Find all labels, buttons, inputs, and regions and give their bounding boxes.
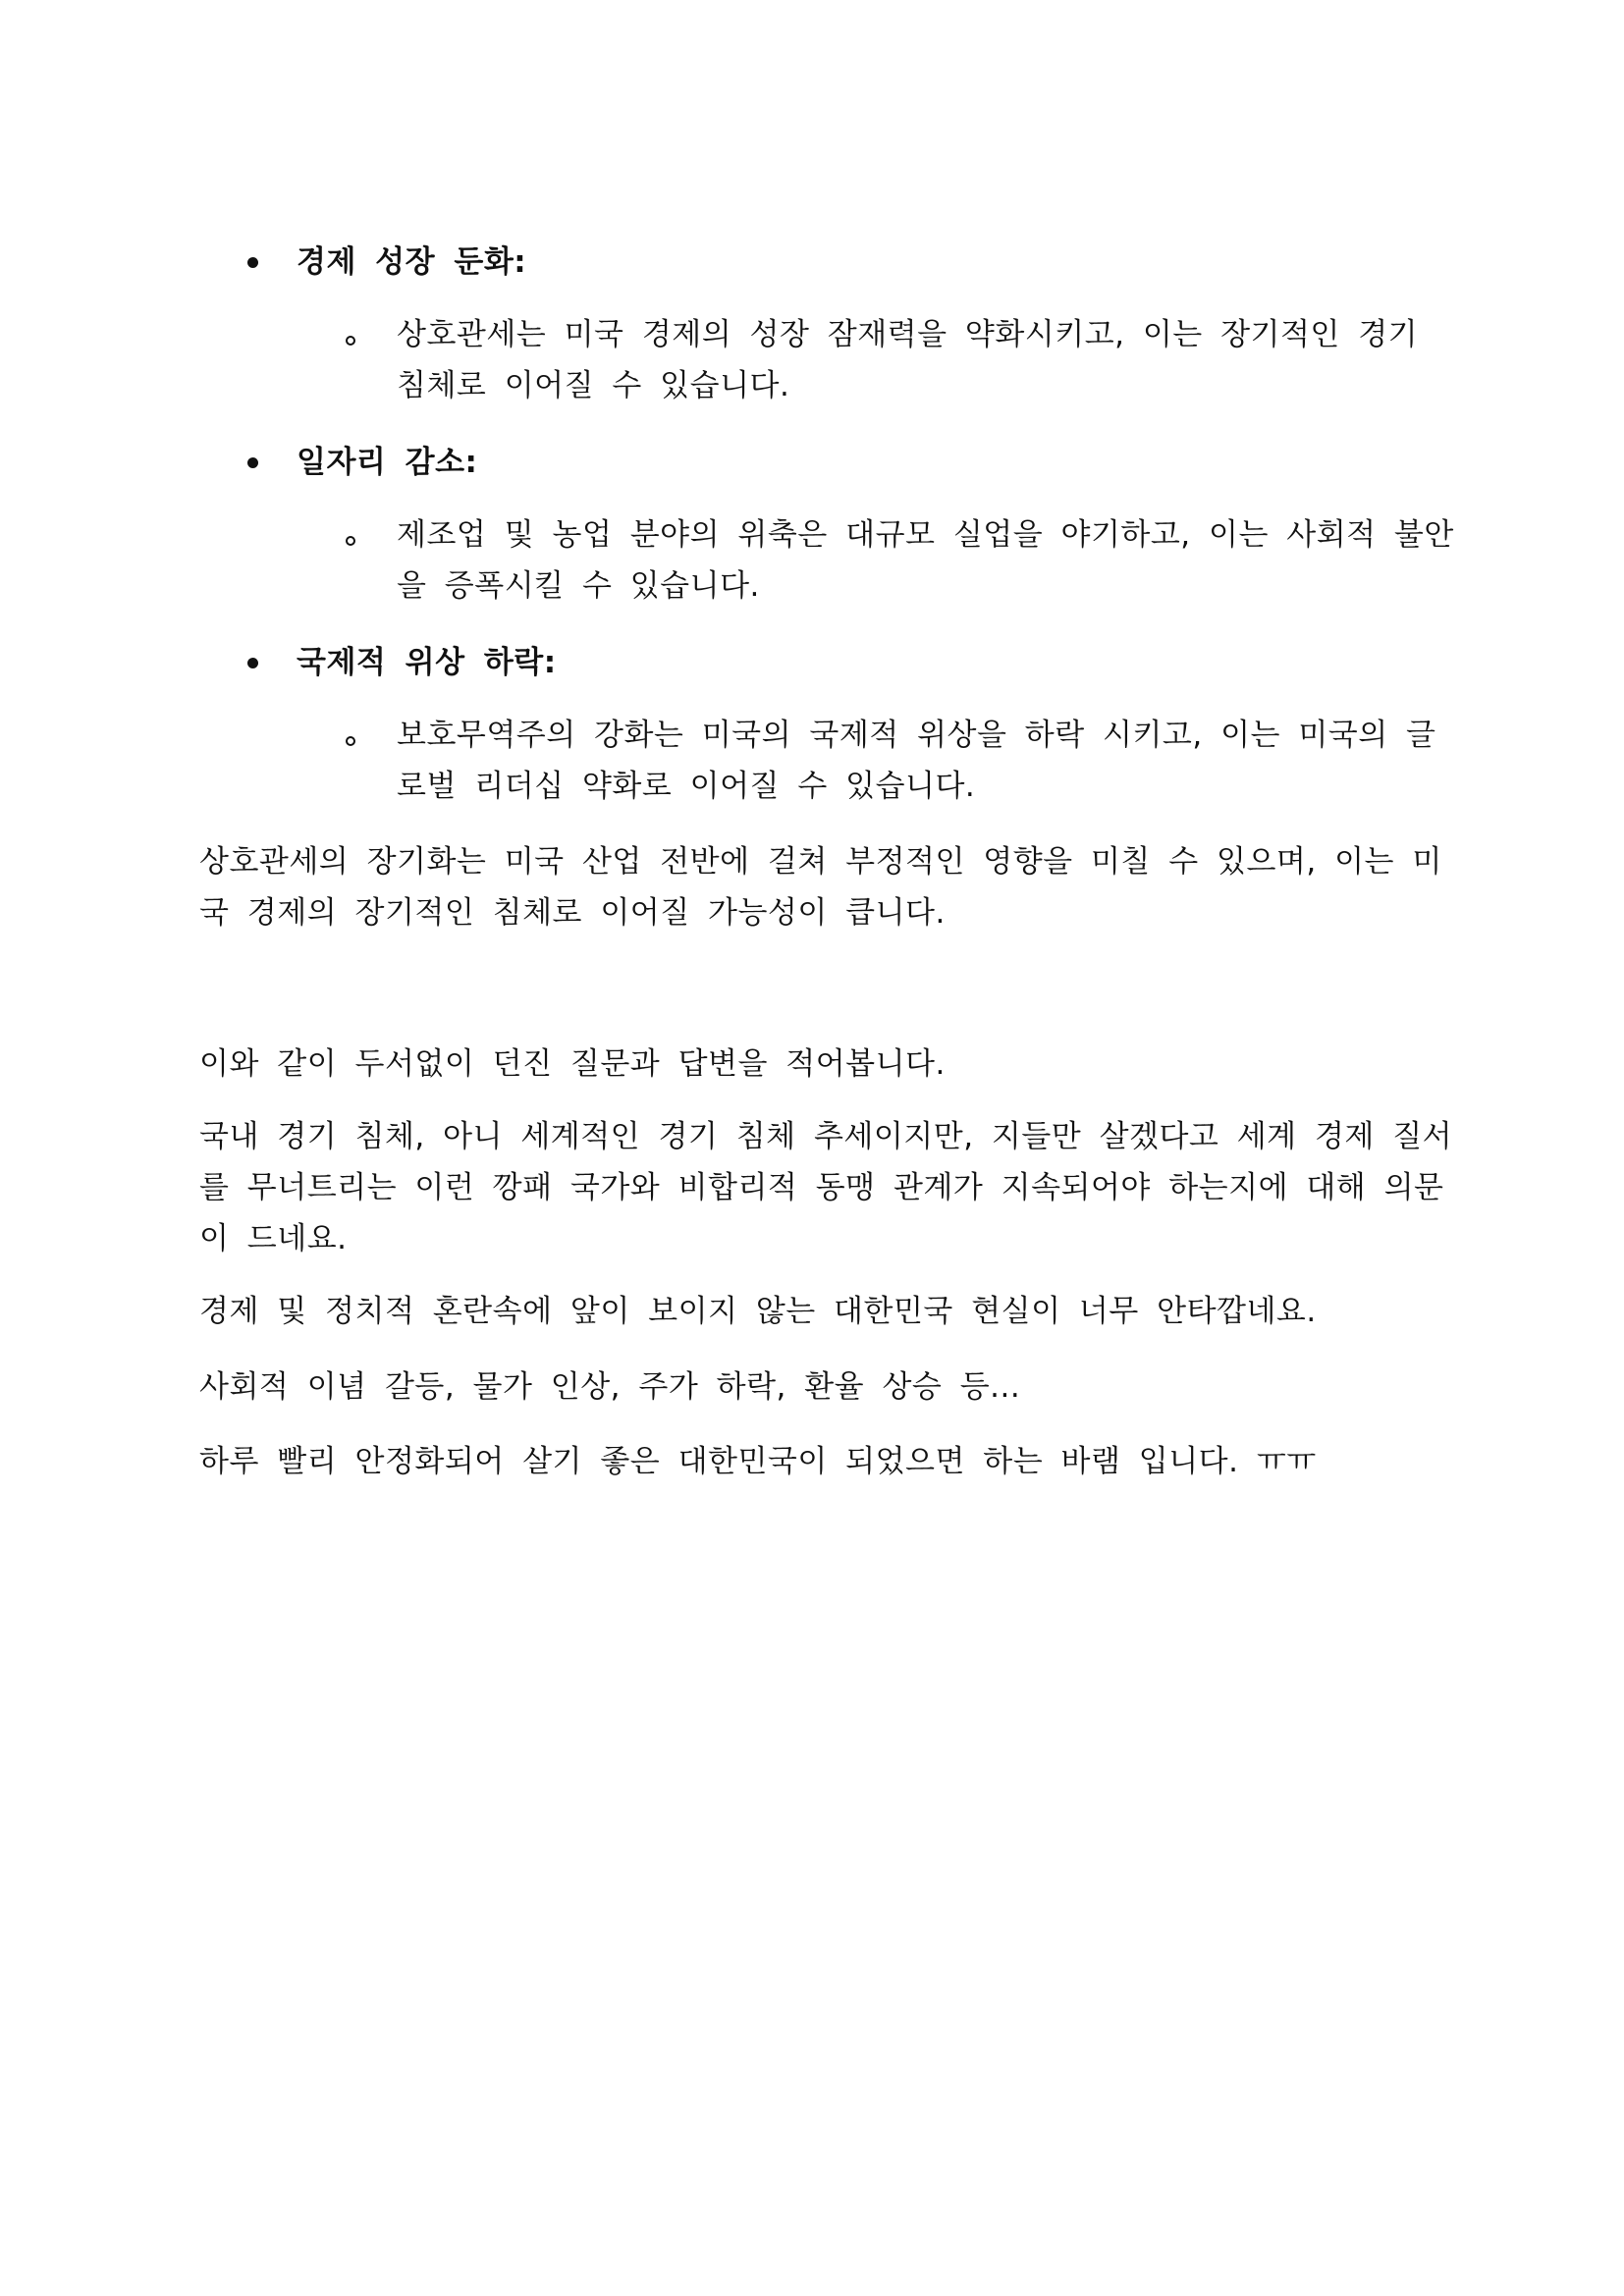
sub-bullet-text: 을 증폭시킬 수 있습니다. (397, 568, 760, 604)
conclusion-line: 국 경제의 장기적인 침체로 이어질 가능성이 큽니다. (199, 895, 946, 931)
paragraph-line: 이 드네요. (199, 1221, 348, 1256)
paragraph-line: 국내 경기 침체, 아니 세계적인 경기 침체 추세이지만, 지들만 살겠다고 세계 경제 질서 (199, 1119, 1453, 1154)
bullet-dot (247, 457, 258, 468)
sub-bullet-text: 침체로 이어질 수 있습니다. (397, 368, 790, 403)
sub-bullet-text: 상호관세는 미국 경제의 성장 잠재력을 약화시키고, 이는 장기적인 경기 (397, 317, 1419, 352)
paragraph-line: 를 무너트리는 이런 깡패 국가와 비합리적 동맹 관계가 지속되어야 하는지에 대해 의문 (199, 1170, 1444, 1205)
conclusion-line: 상호관세의 장기화는 미국 산업 전반에 걸쳐 부정적인 영향을 미칠 수 있으며, 이는 미 (199, 844, 1442, 880)
sub-bullet-text: 보호무역주의 강화는 미국의 국제적 위상을 하락 시키고, 이는 미국의 글 (397, 718, 1436, 753)
paragraph-line: 경제 및 정치적 혼란속에 앞이 보이지 않는 대한민국 현실이 너무 안타깝네요. (199, 1294, 1317, 1329)
bullet-heading: 일자리 감소: (297, 445, 478, 480)
sub-bullet-circle (346, 736, 355, 746)
sub-bullet-circle (346, 536, 355, 546)
bullet-dot (247, 658, 258, 668)
paragraph-line: 하루 빨리 안정화되어 살기 좋은 대한민국이 되었으면 하는 바램 입니다. ㅠㅠ (199, 1444, 1317, 1479)
sub-bullet-circle (346, 336, 355, 346)
paragraph-line: 사회적 이념 갈등, 물가 인상, 주가 하락, 환율 상승 등... (199, 1369, 1021, 1405)
sub-bullet-text: 로벌 리더십 약화로 이어질 수 있습니다. (397, 769, 976, 804)
bullet-heading: 경제 성장 둔화: (297, 244, 527, 280)
sub-bullet-text: 제조업 및 농업 분야의 위축은 대규모 실업을 야기하고, 이는 사회적 불안 (397, 517, 1454, 553)
bullet-dot (247, 257, 258, 268)
bullet-heading: 국제적 위상 하락: (297, 645, 557, 680)
paragraph-line: 이와 같이 두서없이 던진 질문과 답변을 적어봅니다. (199, 1046, 946, 1082)
